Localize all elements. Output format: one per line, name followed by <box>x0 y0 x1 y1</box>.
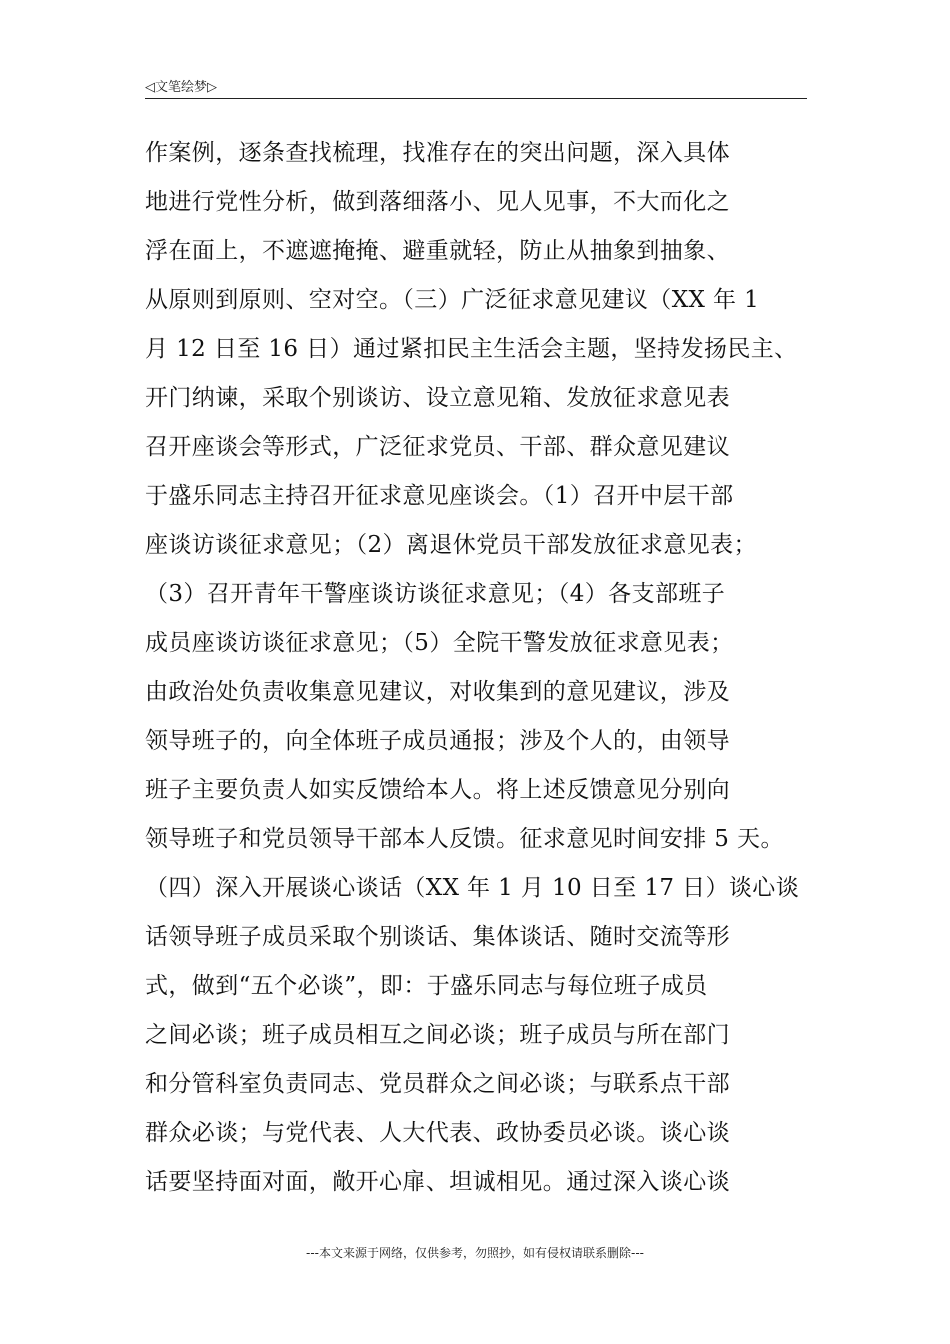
body-line: 成员座谈访谈征求意见；（5）全院干警发放征求意见表； <box>145 630 734 656</box>
body-line: 从原则到原则、空对空。（三）广泛征求意见建议（XX 年 1 <box>145 287 760 313</box>
body-line: 话要坚持面对面，敞开心扉、坦诚相见。通过深入谈心谈 <box>145 1169 730 1195</box>
page-header <box>145 72 807 99</box>
header-brand: ◁文笔绘梦▷ <box>145 80 217 95</box>
body-line: 由政治处负责收集意见建议，对收集到的意见建议，涉及 <box>145 679 730 705</box>
footer-notice: ---本文来源于网络，仅供参考，勿照抄，如有侵权请联系删除--- <box>306 1246 644 1260</box>
body-line: 作案例，逐条查找梳理，找准存在的突出问题，深入具体 <box>145 140 730 166</box>
body-line: 召开座谈会等形式，广泛征求党员、干部、群众意见建议 <box>145 434 730 460</box>
body-line: （四）深入开展谈心谈话（XX 年 1 月 10 日至 17 日）谈心谈 <box>145 875 800 901</box>
body-line: 群众必谈；与党代表、人大代表、政协委员必谈。谈心谈 <box>145 1120 730 1146</box>
body-line: 地进行党性分析，做到落细落小、见人见事，不大而化之 <box>145 189 730 215</box>
body-line: 开门纳谏，采取个别谈访、设立意见箱、发放征求意见表 <box>145 385 730 411</box>
body-line: 浮在面上，不遮遮掩掩、避重就轻，防止从抽象到抽象、 <box>145 238 730 264</box>
body-line: 之间必谈；班子成员相互之间必谈；班子成员与所在部门 <box>145 1022 730 1048</box>
body-line: 和分管科室负责同志、党员群众之间必谈；与联系点干部 <box>145 1071 730 1097</box>
body-line: 月 12 日至 16 日）通过紧扣民主生活会主题，坚持发扬民主、 <box>145 336 798 362</box>
body-line: 话领导班子成员采取个别谈话、集体谈话、随时交流等形 <box>145 924 730 950</box>
body-line: 式，做到“五个必谈”，即：于盛乐同志与每位班子成员 <box>145 973 708 999</box>
body-line: （3）召开青年干警座谈访谈征求意见；（4）各支部班子 <box>145 581 726 607</box>
body-line: 领导班子的，向全体班子成员通报；涉及个人的，由领导 <box>145 728 730 754</box>
body-line: 座谈访谈征求意见；（2）离退休党员干部发放征求意见表； <box>145 532 757 558</box>
document-body <box>145 129 815 1207</box>
body-line: 于盛乐同志主持召开征求意见座谈会。（1）召开中层干部 <box>145 483 734 509</box>
body-line: 领导班子和党员领导干部本人反馈。征求意见时间安排 5 天。 <box>145 826 784 852</box>
page-footer <box>0 1244 950 1261</box>
body-line: 班子主要负责人如实反馈给本人。将上述反馈意见分别向 <box>145 777 730 803</box>
